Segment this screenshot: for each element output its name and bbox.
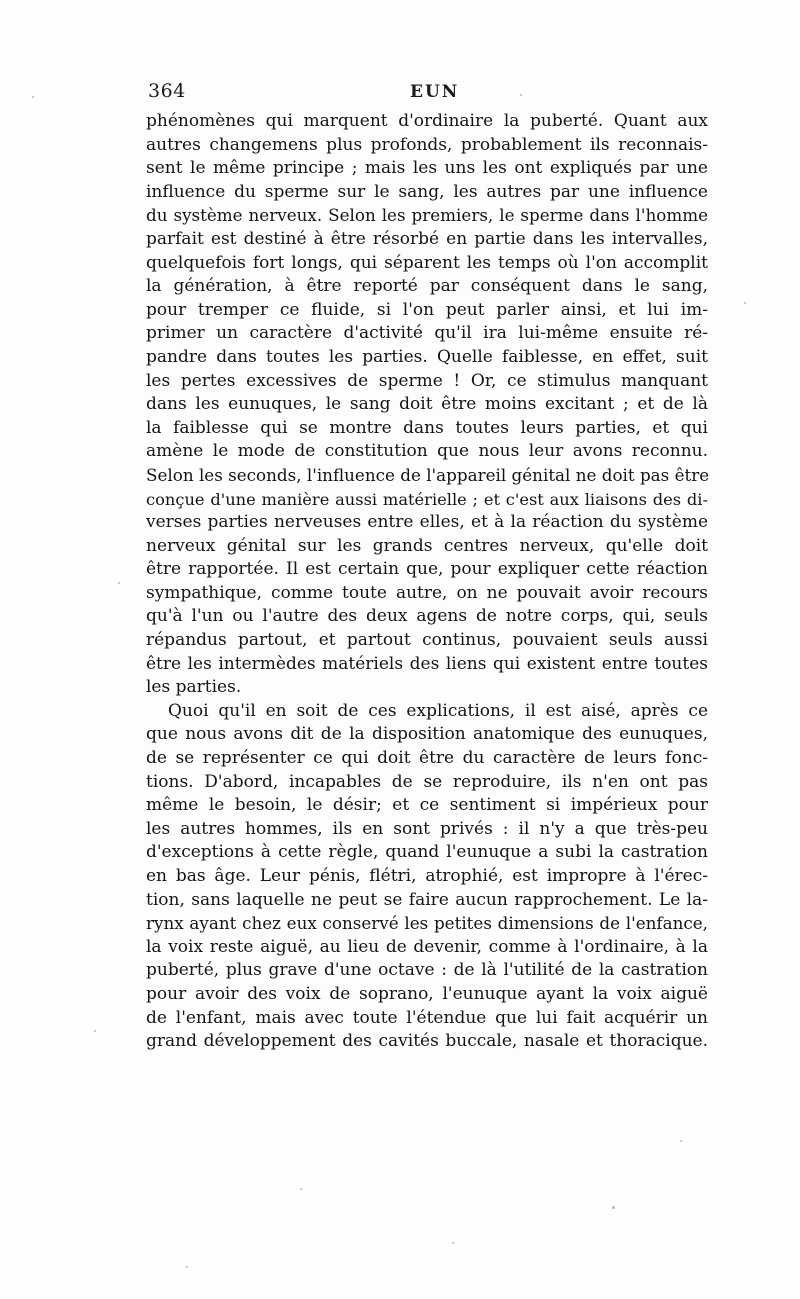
body-text — [146, 110, 708, 1054]
text-line: influence du sperme sur le sang, les autres par une influence — [146, 181, 708, 202]
text-line: quelquefois fort longs, qui séparent les temps où l'on accomplit — [146, 252, 708, 273]
text-line: dans les eunuques, le sang doit être moins excitant ; et de là — [146, 394, 708, 415]
text-line: même le besoin, le désir; et ce sentiment si impérieux pour — [146, 795, 708, 816]
paper-speckle — [32, 96, 34, 98]
page-number: 364 — [148, 80, 186, 102]
text-line: la voix reste aiguë, au lieu de devenir, comme à l'ordinaire, à la — [146, 936, 708, 957]
text-line: Quoi qu'il en soit de ces explications, il est aisé, après ce — [168, 700, 708, 721]
text-line: rynx ayant chez eux conservé les petites dimensions de l'enfance, — [146, 913, 708, 934]
text-line: autres changemens plus profonds, probablement ils reconnais- — [146, 134, 708, 155]
text-line: d'exceptions à cette règle, quand l'eunuque a subi la castration — [146, 842, 708, 863]
paper-speckle — [94, 1030, 96, 1032]
text-line: que nous avons dit de la disposition anatomique des eunuques, — [146, 724, 708, 745]
text-line: la génération, à être reporté par conséquent dans le sang, — [146, 276, 708, 297]
text-line: de l'enfant, mais avec toute l'étendue que lui fait acquérir un — [146, 1007, 708, 1028]
text-line: du système nerveux. Selon les premiers, le sperme dans l'homme — [146, 205, 708, 226]
text-line: les pertes excessives de sperme ! Or, ce stimulus manquant — [146, 370, 708, 391]
text-line: primer un caractère d'activité qu'il ira lui-même ensuite ré- — [146, 323, 708, 344]
paper-speckle — [612, 1206, 615, 1209]
text-line: tion, sans laquelle ne peut se faire aucun rapprochement. Le la- — [146, 889, 708, 910]
text-line: sent le même principe ; mais les uns les ont expliqués par une — [146, 158, 708, 179]
text-line: verses parties nerveuses entre elles, et à la réaction du système — [146, 512, 708, 533]
text-line: être les intermèdes matériels des liens qui existent entre toutes — [146, 653, 708, 674]
paper-speckle — [452, 1242, 454, 1244]
text-line: les parties. — [146, 677, 242, 698]
text-line: la faiblesse qui se montre dans toutes leurs parties, et qui — [146, 417, 708, 438]
text-line: pour avoir des voix de soprano, l'eunuque ayant la voix aiguë — [146, 983, 708, 1004]
paragraph-1 — [146, 110, 708, 700]
text-line: amène le mode de constitution que nous leur avons reconnu. — [146, 441, 708, 462]
text-line: en bas âge. Leur pénis, flétri, atrophié, est impropre à l'érec- — [146, 866, 708, 886]
text-line: nerveux génital sur les grands centres nerveux, qu'elle doit — [146, 535, 708, 556]
paper-speckle — [744, 302, 746, 304]
text-line: tions. D'abord, incapables de se reproduire, ils n'en ont pas — [146, 771, 708, 792]
text-line: être rapportée. Il est certain que, pour expliquer cette réaction — [146, 559, 708, 580]
paper-speckle — [186, 1266, 188, 1268]
text-line: sympathique, comme toute autre, on ne pouvait avoir recours — [146, 582, 708, 603]
text-line: qu'à l'un ou l'autre des deux agens de notre corps, qui, seuls — [146, 606, 708, 627]
text-line: puberté, plus grave d'une octave : de là l'utilité de la castration — [146, 960, 708, 981]
text-line: parfait est destiné à être résorbé en partie dans les intervalles, — [146, 228, 708, 249]
paragraph-2 — [146, 700, 708, 1054]
text-line: conçue d'une manière aussi matérielle ; et c'est aux liaisons des di- — [146, 489, 708, 509]
text-line: grand développement des cavités buccale, nasale et thoracique. — [146, 1031, 708, 1052]
text-line: répandus partout, et partout continus, pouvaient seuls aussi — [146, 630, 708, 651]
text-line: de se représenter ce qui doit être du caractère de leurs fonc- — [146, 748, 708, 769]
paper-speckle — [300, 1188, 302, 1190]
running-head: EUN — [410, 82, 460, 102]
text-line: pandre dans toutes les parties. Quelle faiblesse, en effet, suit — [146, 346, 708, 367]
text-line: Selon les seconds, l'influence de l'appareil génital ne doit pas être — [146, 464, 710, 485]
text-line: les autres hommes, ils en sont privés : il n'y a que très-peu — [146, 818, 708, 839]
text-line: pour tremper ce fluide, si l'on peut parler ainsi, et lui im- — [146, 299, 708, 320]
paper-speckle — [118, 582, 120, 584]
text-line: phénomènes qui marquent d'ordinaire la puberté. Quant aux — [146, 111, 708, 131]
paper-speckle — [680, 1140, 682, 1142]
